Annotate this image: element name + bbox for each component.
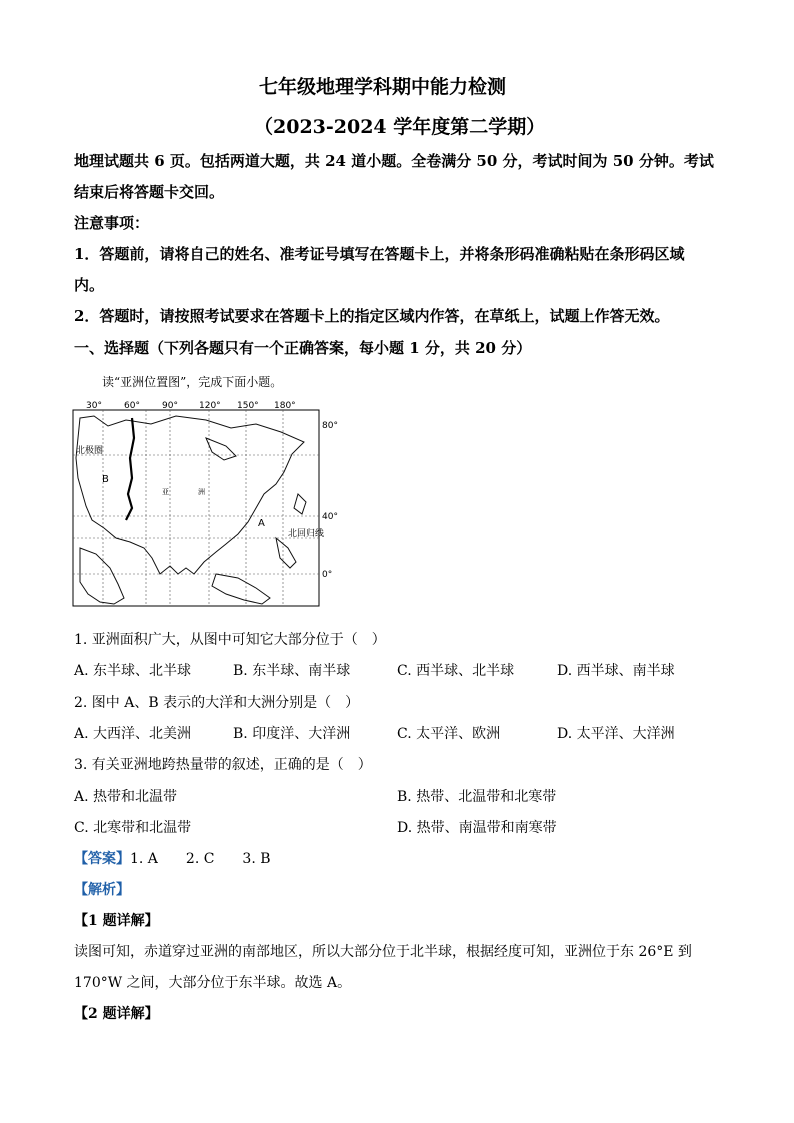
question-1-stem: 1. 亚洲面积广大，从图中可知它大部分位于（ ） [74,632,386,648]
map-label-a: A [258,518,265,529]
question-2-option-b[interactable]: B. 印度洋、大洋洲 [233,726,351,742]
note-1-line-2: 内。 [74,276,105,294]
page-title: 七年级地理学科期中能力检测 [259,76,507,98]
q1-detail-line-1: 读图可知，赤道穿过亚洲的南部地区，所以大部分位于北半球，根据经度可知，亚洲位于东 26°E 到 [74,944,692,960]
question-1-option-a[interactable]: A. 东半球、北半球 [74,663,192,679]
note-2: 2．答题时，请按照考试要求在答题卡上的指定区域内作答，在草纸上，试题上作答无效。 [74,307,670,325]
asia-location-map [66,398,352,612]
arctic-circle-label: 北极圈 [76,446,104,456]
question-3-option-d[interactable]: D. 热带、南温带和南寒带 [397,820,557,836]
lon-tick-120: 120° [199,401,221,411]
answer-line [74,848,271,868]
question-3-option-a[interactable]: A. 热带和北温带 [74,789,178,805]
map-asia-char-1: 亚 [162,488,169,496]
question-1-option-b[interactable]: B. 东半球、南半球 [233,663,351,679]
question-3-stem: 3. 有关亚洲地跨热量带的叙述，正确的是（ ） [74,757,372,773]
answer-label: 【答案】 [74,851,130,867]
map-label-b: B [102,474,109,485]
question-2-stem: 2. 图中 A、B 表示的大洋和大洲分别是（ ） [74,695,360,711]
lon-tick-180: 180° [274,401,296,411]
question-3-option-c[interactable]: C. 北寒带和北温带 [74,820,192,836]
question-1-option-d[interactable]: D. 西半球、南半球 [557,663,675,679]
question-2-option-c[interactable]: C. 太平洋、欧洲 [397,726,501,742]
note-1-line-1: 1．答题前，请将自己的姓名、准考证号填写在答题卡上，并将条形码准确粘贴在条形码区域 [74,245,685,263]
tropic-of-cancer-label: 北回归线 [288,529,325,539]
lon-tick-60: 60° [124,401,140,411]
notice-label: 注意事项： [74,214,150,232]
section-1-heading: 一、选择题（下列各题只有一个正确答案，每小题 1 分，共 20 分） [74,339,532,357]
lat-tick-40: 40° [322,512,338,522]
lat-tick-80: 80° [322,421,338,431]
analysis-label: 【解析】 [74,882,130,898]
question-2-option-d[interactable]: D. 太平洋、大洋洲 [557,726,675,742]
map-prompt: 读“亚洲位置图”，完成下面小题。 [102,375,283,389]
question-2-option-a[interactable]: A. 大西洋、北美洲 [74,726,192,742]
question-1-option-c[interactable]: C. 西半球、北半球 [397,663,515,679]
q2-detail-label: 【2 题详解】 [74,1006,159,1022]
lat-tick-0: 0° [322,570,333,580]
question-3-option-b[interactable]: B. 热带、北温带和北寒带 [397,789,557,805]
q1-detail-line-2: 170°W 之间，大部分位于东半球。故选 A。 [74,975,352,991]
map-asia-char-2: 洲 [198,488,205,496]
lon-tick-30: 30° [86,401,102,411]
lon-tick-90: 90° [162,401,178,411]
q1-detail-label: 【1 题详解】 [74,913,159,929]
intro-line-2: 结束后将答题卡交回。 [74,183,225,201]
intro-line-1: 地理试题共 6 页。包括两道大题，共 24 道小题。全卷满分 50 分，考试时间为 50 分钟。考试 [74,152,714,170]
page-subtitle: （2023-2024 学年度第二学期） [254,116,546,138]
answer-text: 1. A 2. C 3. B [130,851,271,867]
lon-tick-150: 150° [237,401,259,411]
